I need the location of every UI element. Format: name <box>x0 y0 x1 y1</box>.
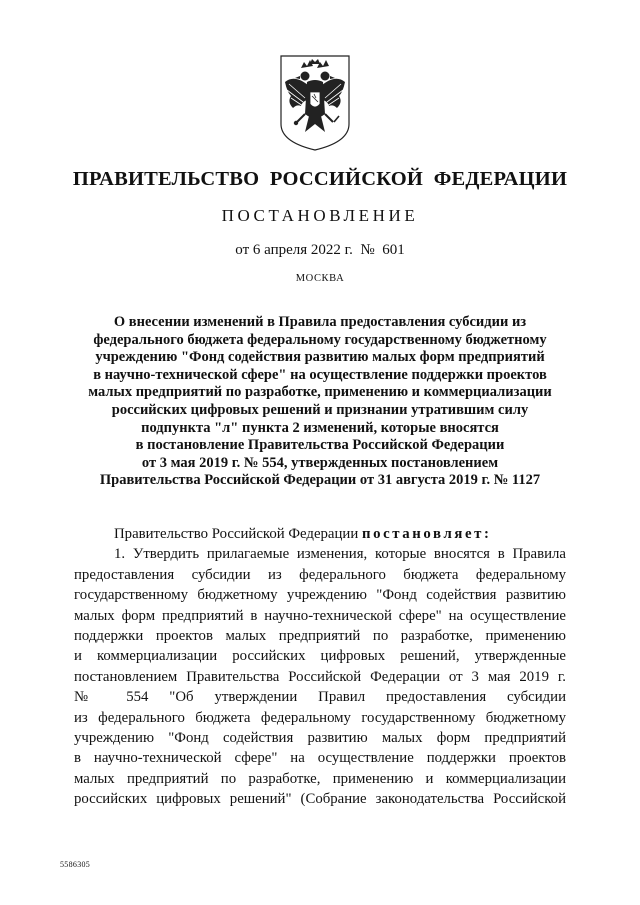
body-line: и коммерциализации российских цифровых решений, утвержденные <box>74 648 566 665</box>
body-line: из федерального бюджета федеральному государственному бюджетному <box>74 709 566 726</box>
document-heading <box>60 314 580 490</box>
body-line: малых форм предприятий в научно-технической сфере" на осуществление <box>74 607 566 624</box>
body-line: предоставления субсидии из федерального бюджета федеральному <box>74 566 566 583</box>
body-line: № 554 "Об утверждении Правил предоставления субсидии <box>74 689 566 706</box>
body-line: государственному бюджетному учреждению "Фонд содействия развитию <box>74 587 566 604</box>
body-line: в научно-технической сфере" на осуществление поддержки проектов <box>74 750 566 767</box>
decree-intro-line <box>74 524 566 544</box>
heading-line: малых предприятий по разработке, применению и коммерциализации <box>88 384 552 401</box>
document-city: МОСКВА <box>295 273 345 284</box>
government-title: ПРАВИТЕЛЬСТВО РОССИЙСКОЙ ФЕДЕРАЦИИ <box>72 168 568 190</box>
heading-line: в постановление Правительства Российской Федерации <box>135 437 505 454</box>
body-line: учреждению "Фонд содействия развитию малых форм предприятий <box>74 730 566 747</box>
decree-verb: постановляет: <box>361 526 492 542</box>
heading-line: подпункта "л" пункта 2 изменений, которые вносятся <box>141 419 499 436</box>
document-date-number: от 6 апреля 2022 г. № 601 <box>235 242 405 258</box>
heading-line: российских цифровых решений и признании утратившим силу <box>111 401 529 418</box>
heading-line: О внесении изменений в Правила предоставления субсидии из <box>113 314 527 330</box>
heading-line: в научно-технической сфере" на осуществление поддержки проектов <box>93 366 547 383</box>
body-line: поддержки проектов малых предприятий по разработке, применению <box>74 628 566 645</box>
document-code: 5586305 <box>60 860 91 869</box>
heading-line: Правительства Российской Федерации от 31 августа 2019 г. № 1127 <box>99 472 541 489</box>
decree-intro: Правительство Российской Федерации <box>114 526 359 542</box>
heading-line: от 3 мая 2019 г. № 554, утвержденных постановлением <box>141 454 499 471</box>
body-line: малых предприятий по разработке, применению и коммерциализации <box>74 770 566 787</box>
body-line: российских цифровых решений" (Собрание законодательства Российской <box>74 791 566 808</box>
body-line: 1. Утвердить прилагаемые изменения, которые вносятся в Правила <box>114 546 566 563</box>
heading-line: федерального бюджета федеральному государственному бюджетному <box>93 331 547 348</box>
document-type: ПОСТАНОВЛЕНИЕ <box>221 206 419 225</box>
heading-line: учреждению "Фонд содействия развитию малых форм предприятий <box>95 349 545 366</box>
body-line: постановлением Правительства Российской Федерации от 3 мая 2019 г. <box>74 668 566 685</box>
double-headed-eagle-icon <box>275 52 355 152</box>
document-body <box>74 524 566 810</box>
